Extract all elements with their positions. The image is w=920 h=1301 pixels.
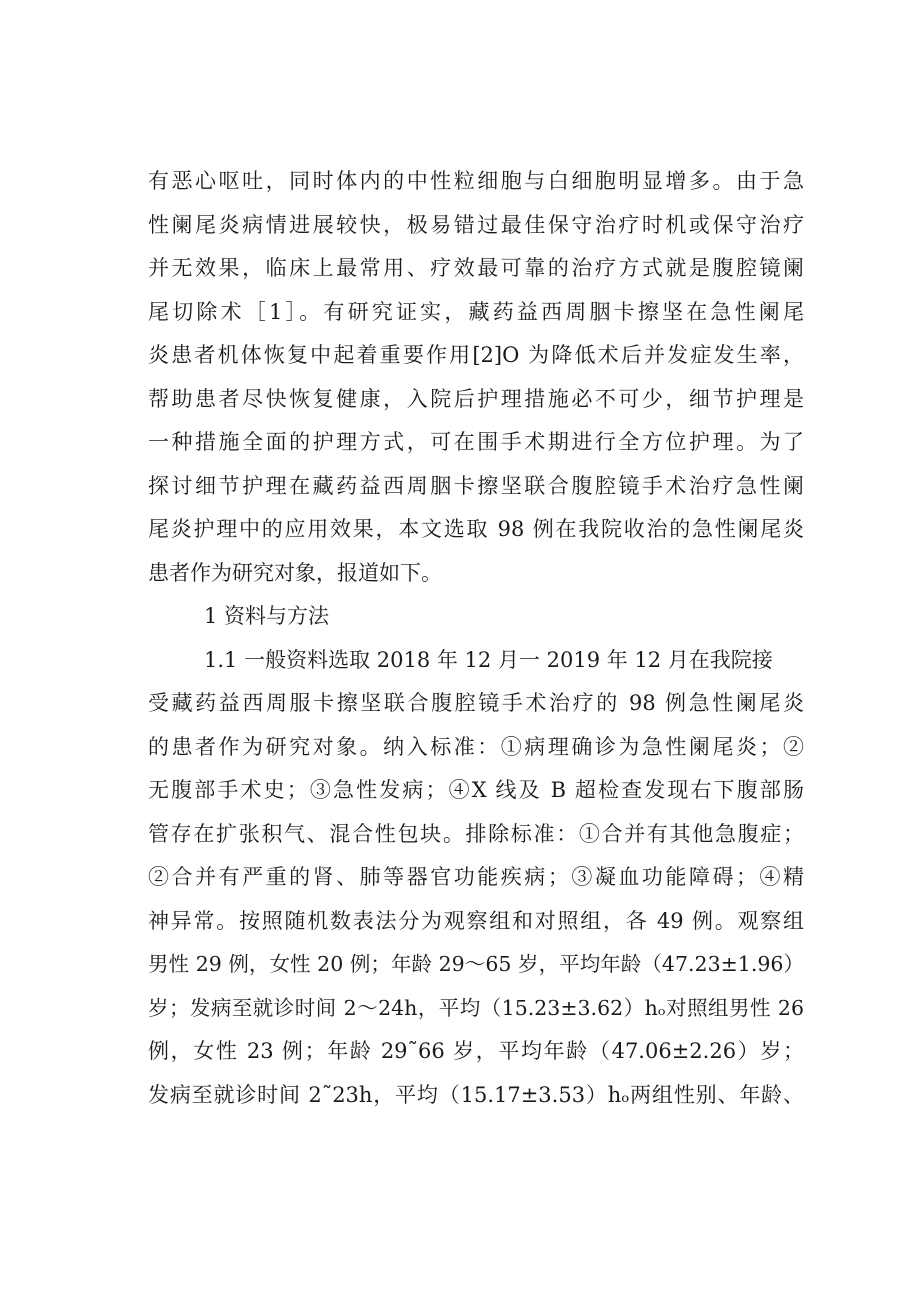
document-body [148,160,804,1117]
text-line: ②合并有严重的肾、肺等器官功能疾病；③凝血功能障碍；④精 [148,865,804,889]
text-line: 性阑尾炎病情进展较快，极易错过最佳保守治疗时机或保守治疗 [148,212,804,237]
text-line: 尾切除术［1］。有研究证实，藏药益西周胭卡擦坚在急性阑尾 [148,299,804,324]
text-line: 无腹部手术史；③急性发病；④X 线及 B 超检查发现右下腹部肠 [148,778,804,802]
text-line: 探讨细节护理在藏药益西周胭卡擦坚联合腹腔镜手术治疗急性阑 [148,473,804,498]
text-line: 的患者作为研究对象。纳入标准：①病理确诊为急性阑尾炎；② [148,734,804,759]
text-line: 有恶心呕吐，同时体内的中性粒细胞与白细胞明显增多。由于急 [148,169,804,193]
text-line: 发病至就诊时间 2˜23h，平均（15.17±3.53）hₒ两组性别、年龄、 [148,1082,804,1107]
text-line: 尾炎护理中的应用效果，本文选取 98 例在我院收治的急性阑尾炎 [148,517,804,541]
text-line: 受藏药益西周服卡擦坚联合腹腔镜手术治疗的 98 例急性阑尾炎 [148,691,804,715]
section-heading: 1 资料与方法 [204,604,330,628]
text-line: 帮助患者尽快恢复健康，入院后护理措施必不可少，细节护理是 [148,386,804,411]
text-line: 1.1 一般资料选取 2018 年 12 月一 2019 年 12 月在我院接 [204,647,773,672]
text-line: 男性 29 例，女性 20 例；年龄 29～65 岁，平均年龄（47.23±1.96） [148,952,804,976]
text-line: 并无效果，临床上最常用、疗效最可靠的治疗方式就是腹腔镜阑 [148,256,804,280]
text-line: 神异常。按照随机数表法分为观察组和对照组，各 49 例。观察组 [148,908,804,933]
text-line: 例，女性 23 例；年龄 29˜66 岁，平均年龄（47.06±2.26）岁； [148,1039,804,1063]
text-line: 炎患者机体恢复中起着重要作用[2]O 为降低术后并发症发生率， [148,343,804,367]
text-line: 一种措施全面的护理方式，可在围手术期进行全方位护理。为了 [148,430,804,454]
text-line: 岁；发病至就诊时间 2～24h，平均（15.23±3.62）hₒ对照组男性 26 [148,995,804,1020]
text-line: 患者作为研究对象，报道如下。 [148,560,442,585]
text-line: 管存在扩张积气、混合性包块。排除标准：①合并有其他急腹症； [148,821,804,846]
